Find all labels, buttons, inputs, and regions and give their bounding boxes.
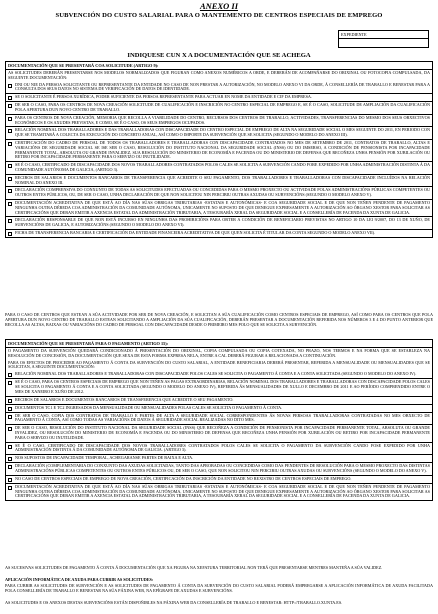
checklist-item-text: DE SER O CASO, RESOLUCIÓN DO INSTITUTO NACIONAL DA SEGURIDADE SOCIAL (INSS) QUE RECOÑEZA A CONDICIÓN DE PENSIONISTA POR INCAPACIDADE PERMANENTE TOTAL, ABSOLUTA OU GRANDE INVALIDEZ, OU RESOLUCIÓN DO MINISTERIO DE ECONOMÍA E FACENDA OU DO MINISTERIO DE DEFENSA QUE RECOÑEZA UNHA PENSIÓN POR XUBILACIÓN OU RETIRO POR INCAPACIDADE PERMANENTE PARA O SERVIZO OU INUTILIDADE. bbox=[15, 425, 430, 440]
checkbox[interactable] bbox=[8, 177, 12, 181]
checklist-item bbox=[6, 201, 432, 215]
checklist-item-text: SE É O CASO, PARA OS CENTROS ESPECIAIS DE EMPREGO QUE NON TEÑEN AS PAGAS EXTRAORDINARIAS, RELACIÓN NOMINAL DOS TRABALLADORES E TRABALLADORAS CON DISCAPACIDADE POLOS CALES SE SOLICITA O PAGAMENTO Á CONTA E A CONTA SOLICITADA (SEGUNDO O MODELO DO ANEXO IV), REFERIDA ÁS MENSUALIDADES DE XULLO E DECEMBRO DE 2011 E AO PERÍODO COMPRENDIDO ENTRE O MES DE XANEIRO E XUÑO DE 2012. bbox=[15, 379, 430, 394]
checklist-item bbox=[6, 231, 432, 236]
checkbox[interactable] bbox=[8, 465, 12, 469]
checklist-item-text: SE O SOLICITANTE É PERSOA XURÍDICA, PODER SUFICIENTE DA PERSOA REPRESENTANTE PARA ACTUAR EN NOME DA ENTIDADE E CIF DA EMPRESA. bbox=[15, 94, 312, 100]
checklist-item-text: DOCUMENTOS TC1 E TC2 INGRESADOS DA MENSUALIDADE OU MENSUALIDADES POLAS CALES SE SOLICITA O PAGAMENTO Á CONTA. bbox=[15, 404, 283, 410]
checklist-item bbox=[6, 426, 432, 440]
checkbox[interactable] bbox=[8, 117, 12, 121]
checkbox[interactable] bbox=[8, 457, 12, 461]
checklist-item-text: PARA OS CENTROS DE NOVA CREACIÓN, MEMORIA QUE RECOLLA A VIABILIDADE DO CENTRO, RECURSOS DOS CENTROS DE TRABALLO, ACTIVIDADES, TRANSFERENCIAS DO MESMO DOS SEUS OBXECTIVOS ECONÓMICOS E OS AXUDES PREVISTAS, E COMO, SE É O CASO, OS SEUS EMPREGOS OCUPADOS. bbox=[15, 114, 430, 125]
annex-title: ANEXO II bbox=[199, 1, 239, 11]
checklist-item-text: DECLARACIÓN RESPONSABLE DE QUE NON ESTÁ INCURSO EN NINGUNHA DAS PROHIBICIÓNS PARA OBTER A CONDICIÓN DE BENEFICIARIO PREVISTAS NO ARTIGO 10 DA LEI 9/2007, DO 13 DE XUÑO, DE SUBVENCIÓNS DE GALICIA, E AUTORIZACIÓNS (SEGUNDO O MODELO DO ANEXO VI). bbox=[15, 217, 430, 228]
checklist-item-text: RELACIÓN NOMINAL DOS TRABALLADORES E DAS TRABALLADORAS CON DISCAPACIDADE DO CENTRO ESPECIAL DE EMPREGO DE ALTA NA SEGURIDADE SOCIAL O MES SEGUINTE DO 2011, EN PERIODO CON QUE SE TRAMITARÁ A COLECTA DA EXECUCIÓN DO CONCERTO ANUAL, ASÍ COMO O IMPORTE DA SUBVENCIÓN QUE SE SOLICITA (SEGUNDO O MODELO DO ANEXO III). bbox=[15, 127, 430, 138]
checkbox[interactable] bbox=[8, 96, 12, 100]
checklist-item-text: DNI OU NIE DA PERSOA SOLICITANTE OU REPRESENTANTE DA ENTIDADE NO CASO DE NON PRESTAR A AUTORIZACIÓN, NO MODELO ANEXO VI DA ORDE, Á CONSELLERÍA DE TRABALLO E BENESTAR PARA A CONSULTA DOS SEUS DATOS NO SISTEMA DE VERIFICACIÓN DE DATOS DE IDENTIDADE. bbox=[15, 81, 430, 92]
expedient-label: EXPEDIENTE bbox=[341, 32, 367, 37]
footer-app-text: PARA CUBRIR AS SOLICITUDES DE SUBVENCIÓN E AS SOLICITUDES DE PAGAMENTO Á CONTA DA SUBVENCIÓN DO CUSTO SALARIAL PODERÁ EMPREGARSE A APLICACIÓN INFORMÁTICA DE AXUDA FACILITADA POLA CONSELLERÍA DE TRABALLO E BENESTAR NA SÚA PÁXINA WEB, NA EPÍGRAFE DE AXUDAS E SUBVENCIÓNS. bbox=[5, 583, 433, 593]
checklist-item bbox=[6, 128, 432, 138]
checklist-item-text: SE É O CASO, CERTIFICADO DE DISCAPACIDADE DOS NOVOS TRABALLADORES CONTRATADOS POLOS CALES SE SOLICITA O PAGAMENTO DA SUBVENCIÓN CANDO FOSE EXPEDIDO POR UNHA ADMINISTRACIÓN DISTINTA Á DA COMUNIDADE AUTÓNOMA DE GALICIA. (ARTIGO 3). bbox=[15, 442, 430, 453]
checklist-item-text: DE SER O CASO, COPIA DOS CONTRATOS DE TRABALLO E PARTES DE ALTA A SEGURIDADE SOCIAL CORRESPONDENTES ÁS NOVAS PERSOAS TRABALLADORAS CONTRATADAS NO MES OBXECTO DE PAGAMENTO Á CONTA, ASÍ COMO TODAS AS VARIACIÓNS DE DATOS Á SEGURIDADE SOCIAL REALIZADAS NO DITO MES. bbox=[15, 412, 430, 423]
checklist-item bbox=[6, 406, 432, 411]
checkbox[interactable] bbox=[8, 486, 12, 490]
checklist-item bbox=[6, 380, 432, 394]
checklist-item-text: FICHA DE TRANSFERENCIA BANCARIA E CERTIFICACIÓN DA ENTIDADE FINANCEIRA ACREDITATIVA DE QUE QUEN SOLICITA É TITULAR DA CONTA SEGUNDO O MODELO ANEXO VII). bbox=[15, 229, 376, 235]
checklist-item bbox=[6, 95, 432, 100]
checkbox[interactable] bbox=[8, 219, 12, 223]
checkbox[interactable] bbox=[8, 399, 12, 403]
checklist-item-text: SE É O CASO, CERTIFICADO DE DISCAPACIDADE DOS NOVOS TRABALLADORES CONTRATADOS POLOS CALES SE SOLICITA A SUBVENCIÓN CANDO FORE EXPEDIDO POR UNHA ADMINISTRACIÓN DISTINTA Á DA COMUNIDADE AUTÓNOMA DE GALICIA, (ARTIGO 3). bbox=[15, 162, 430, 172]
checklist-item bbox=[6, 103, 432, 113]
footer-app-title: APLICACIÓN INFORMÁTICA DE AXUDA PARA CUBRIR AS SOLICITUDES: bbox=[5, 577, 154, 582]
checkbox[interactable] bbox=[8, 84, 12, 88]
checkbox[interactable] bbox=[8, 415, 12, 419]
checklist-item-text: RECIBOS DE SALARIOS E DOCUMENTOS BANCARIOS DE TRANSFERENCIA QUE ACREDITE O SEU PAGAMENTO. bbox=[15, 396, 234, 402]
instruction-heading: INDIQUESE CUN X A DOCUMENTACIÓN QUE SE ACHEGA bbox=[127, 52, 311, 59]
checklist-item bbox=[6, 141, 432, 160]
payment-docs-section bbox=[5, 339, 433, 501]
checklist-item-text: CERTIFICACIÓN DO CADRO DE PERSOAL DE TODOS OS TRABALLADORES E TRABALLADORAS CON DISCAPACIDADE CONTRATADOS NO MES DE SETEMBRO DE 2011, CONTRATOS DE TRABALLO, ALTAS E VARIACIÓNS DE SEGURIDADE SOCIAL SE ISE SER O CASO, RESOLUCIÓN DO INSTITUTO NACIONAL DA SEGURIDADE SOCIAL (INSS) OU DO IMSERSO, A CONDICIÓN DE PENSIONISTA POR INCAPACIDADE PERMANENTE TOTAL, ABSOLUTA OU GRANDE INVALIDEZ, SUA RESOLUCIÓN DO MINISTERIO DE ECONOMÍA E FACENDA OU DO MINISTERIO DE DEFENSA QUE RECOÑEZA UNHA PENSIÓN POR XUBILACIÓN OU RETIRO POR INCAPACIDADE PERMANENTE PARA O SERVIZO OU INUTILIDADE. bbox=[15, 139, 430, 160]
checklist-item bbox=[6, 464, 432, 474]
section1-checklist bbox=[6, 83, 432, 236]
checklist-item bbox=[6, 372, 432, 377]
section2-intro2: PARA OS EFECTOS DE PROCEDER AO PAGAMENTO Á CONTA DA SUBVENCIÓN DO CUSTO SALARIAL, A ENTIDADE BENEFICIARIA DEBERÁ PRESENTAR, REFERIDA A MENSUALIDADE OU MENSUALIDADES QUE SE SOLICITAN, A SEGUINTE DOCUMENTACIÓN: bbox=[8, 359, 430, 370]
checklist-item bbox=[6, 477, 432, 482]
section2-intro: O PAGAMENTO DA SUBVENCIÓN QUEDARÁ CONDICIONADO Á PRESENTACIÓN DO ORIXINAL, COPIA COMPULSADA OU COPIA COTEXADA, NO PRAZO, NOS TERMOS E NA FORMA QUE SE ESTABLEZA NA RESOLUCIÓN DE CONCESIÓN, DA DOCUMENTACIÓN QUE SEXA DE ESTA FORMA EXPRESA NELA, ENTRE A CAL DEBERÁ FIGURAR A RELACIONADA A CONTINUACIÓN. bbox=[8, 348, 430, 358]
checklist-item bbox=[6, 485, 432, 499]
checklist-item-text: DE SER O CASO, PARA OS CENTROS DE NOVA CREACIÓN SOLICITUDE DE CUALIFICACIÓN E INSCRICIÓN NO CENTRO ESPECIAL DE EMPREGO E, SE É O CASO, SOLICITUDE DE AMPLIACIÓN DA CUALIFICACIÓN POLA APERTURA DUN NOVO CENTRO DE TRABALLO. bbox=[15, 102, 430, 112]
checklist-item bbox=[6, 444, 432, 454]
expedient-field[interactable] bbox=[338, 30, 429, 39]
checkbox[interactable] bbox=[8, 427, 12, 431]
checklist-item-text: DOCUMENTACIÓN ACREDITATIVA DE QUE ESTÁ AO DÍA NAS SÚAS OBRIGAS TRIBUTARIAS -ESTATAIS E AUTONÓMICAS- E COA SEGURIDADE SOCIAL E DE QUE NON TEÑEN PENDENTE DE PAGAMENTO NINGUNHA OUTRA DÉBEDA COA ADMINISTRACIÓN DA COMUNIDADE AUTÓNOMA, UNICAMENTE NO SUPOSTO DE QUE DENEGUE EXPRESAMENTE A AUTORIZACIÓN AO ÓRGANO XESTOR PARA SOLICITAR AS CERTIFICACIÓNS QUE DEBAN EMITIR A AXENCIA ESTATAL DA ADMINISTRACIÓN TRIBUTARIA, A TESOURARÍA XERAL DA SEGURIDADE SOCIAL E A CONSELLERÍA DE FACENDA DA XUNTA DE GALICIA. bbox=[15, 483, 430, 499]
checklist-item-text: RECIBOS DE SALARIOS E DOCUMENTOS BANCARIOS DE TRANSFERENCIA QUE ACREDITE O SEU PAGAMENTO, DOS TRABALLADORES E TRABALLADORAS CON DISCAPACIDADE INCLUÍDOS NA RELACIÓN NOMINAL DO ANEXO III. bbox=[15, 174, 430, 185]
checklist-item bbox=[6, 456, 432, 461]
checklist-item bbox=[6, 414, 432, 424]
section1-intro: AS SOLICITUDES DEBERÁN PRESENTARSE NOS MODELOS NORMALIZADOS QUE FIGURAN COMO ANEXOS NUMÉRICOS A ORDE, E DEBERÁN DE ACOMPAÑARSE DO ORIXINAL OU FOTOCOPIA COMPULSADA, DA SEGUINTE DOCUMENTACIÓN: bbox=[8, 70, 430, 80]
checklist-item bbox=[6, 163, 432, 173]
expedient-field-value[interactable] bbox=[338, 39, 429, 48]
section2-checklist bbox=[6, 372, 432, 499]
checkbox[interactable] bbox=[8, 142, 12, 146]
section1-title: DOCUMENTACIÓN QUE SE PRESENTARÁ COA SOLICITUDE (ARTIGO 9): bbox=[6, 62, 432, 70]
checklist-item-text: DOCUMENTACIÓN ACREDITATIVA DE QUE ESTÁ AO DÍA NAS SÚAS OBRIGAS TRIBUTARIAS -ESTATAIS E AUTONÓMICAS- E COA SEGURIDADE SOCIAL E DE QUE NON TEÑEN PENDENTE DE PAGAMENTO NINGUNHA OUTRA DÉBEDA COA ADMINISTRACIÓN DA COMUNIDADE AUTÓNOMA, UNICAMENTE NO SUPOSTO DE QUE DENEGUE EXPRESAMENTE A AUTORIZACIÓN AO ÓRGANO XESTOR PARA SOLICITAR AS CERTIFICACIÓNS QUE DEBAN EMITIR A AXENCIA ESTATAL DA ADMINISTRACIÓN TRIBUTARIA, A TESOURARÍA XERAL DA SEGURIDADE SOCIAL E A CONSELLERÍA DE FACENDA DA XUNTA DE GALICIA. bbox=[15, 199, 430, 215]
checkbox[interactable] bbox=[8, 189, 12, 193]
checklist-item-text: DECLARACIÓN COMPRENSIVA DO CONXUNTO DE TODAS AS SOLICITUDES EFECTUADAS OU CONCEDIDAS PARA O MESMO PROXECTO OU ACTIVIDADE POLAS ADMINISTRACIÓNS PÚBLICAS COMPETENTES OU OUTROS ENTES PÚBLICOS, OU, DE SER O CASO, UNHA DECLARACIÓN DE QUE NON SOLICITOU NIN PERCIBIU OUTRAS AXUDAS OU SUBVENCIÓNS (SEGUNDO O MODELO ANEXO V). bbox=[15, 187, 430, 198]
checklist-item bbox=[6, 83, 432, 93]
checklist-item-text: NO CASO DE CENTROS ESPECIAIS DE EMPREGO DE NOVA CREACIÓN, CERTIFICACIÓN DA INSCRICIÓN DA ENTIDADE NO REXISTRO DE CENTROS ESPECIAIS DE EMPREGO. bbox=[15, 475, 352, 481]
checkbox[interactable] bbox=[8, 445, 12, 449]
application-docs-section bbox=[5, 61, 433, 238]
checkbox[interactable] bbox=[8, 202, 12, 206]
checkbox[interactable] bbox=[8, 164, 12, 168]
checklist-item bbox=[6, 176, 432, 186]
checklist-item bbox=[6, 188, 432, 198]
checkbox[interactable] bbox=[8, 478, 12, 482]
checklist-item bbox=[6, 398, 432, 403]
footer-note-1: AS SUCESIVAS SOLICITUDES DE PAGAMENTO Á CONTA Á DOCUMENTACIÓN QUE XA FIGURA NA XEFATURA TERRITORIAL NON TERÁ QUE PRESENTARSE MENTRES MANTEÑA A SÚA VALIDEZ. bbox=[5, 565, 383, 570]
checkbox[interactable] bbox=[8, 407, 12, 411]
checkbox[interactable] bbox=[8, 129, 12, 133]
new-centres-note: PARA O CASO DE CENTROS QUE ESTEAN A SÚA ACTIVIDADE POR SER DE NOVA CREACIÓN, E SOLICITAN A SÚA CUALIFICACIÓN COMO CENTROS ESPECIAIS DE EMPREGO, ASÍ COMO PARA OS CENTROS QUE POLA APERTURA DUN NOVO CENTRO DE TRABALLO ESTEAN SOLICITANDO A AMPLIACIÓN DA SÚA CUALIFICACIÓN, DEBERÁN PRESENTAR A DOCUMENTACIÓN REFERIDA NOS NÚMEROS 3 E 4 DO PUNTO ANTERIOR QUE RECOLLA AS ALTAS, BAIXAS OU VARIACIÓNS DO CADRO DE PERSOAL CON DISCAPACIDADE DESDE O PRIMEIRO MES POLO QUE SE SOLICITA A SUBVENCIÓN. bbox=[5, 312, 433, 327]
checkbox[interactable] bbox=[8, 381, 12, 385]
checklist-item-text: DECLARACIÓN (COMPLEMENTARIA DO CONXUNTO DAS AXUDAS SOLICITADAS, TANTO DAS APROBADAS OU CONCEDIDAS COMO DAS PENDENTES DE RESOLUCIÓN PARA O MESMO PROXECTO DAS DISTINTAS ADMINISTRACIÓNS PÚBLICAS COMPETENTES OU OUTROS ENTES PÚBLICOS OU, DE SER O CASO, QUE NON SOLICITOU NIN PERCIBIU OUTRAS AXUDAS OU SUBVENCIÓNS (SEGUNDO O MODELO DO ANEXO V). bbox=[15, 463, 430, 473]
section2-title: DOCUMENTACIÓN QUE SE PRESENTARÁ PARA O PAGAMENTO (ARTIGO 15): bbox=[6, 340, 432, 348]
checklist-item bbox=[6, 218, 432, 228]
checklist-item bbox=[6, 116, 432, 126]
checklist-item-text: RELACIÓN NOMINAL DOS TRABALLADORES E TRABALLADORAS CON DISCAPACIDADE POLOS CALES SE SOLICITA O PAGAMENTO Á CONTA E A CONTA SOLICITADA (SEGUNDO O MODELO DO ANEXO IV). bbox=[15, 371, 417, 377]
checkbox[interactable] bbox=[8, 104, 12, 108]
form-subtitle: SUBVENCIÓN DO CUSTO SALARIAL PARA O MANTEMENTO DE CENTROS ESPECIAIS DE EMPREGO bbox=[55, 12, 383, 19]
footer-web-note: AS SOLICITUDES E OS ANEXOS DESTAS SUBVENCIÓNS ESTÁN DISPOÑIBLES NA PÁXINA WEB DA CONSELLERÍA DE TRABALLO E BENESTAR: HTTP://TRABALLO.XUNTA.ES. bbox=[5, 600, 343, 605]
checkbox[interactable] bbox=[8, 373, 12, 377]
checkbox[interactable] bbox=[8, 232, 12, 236]
checklist-item-text: NOS SUPOSTOS DE INCAPACIDADE TEMPORAL, ACHEGARANSE PARTES DE BAIXA E ALTA. bbox=[15, 455, 194, 461]
